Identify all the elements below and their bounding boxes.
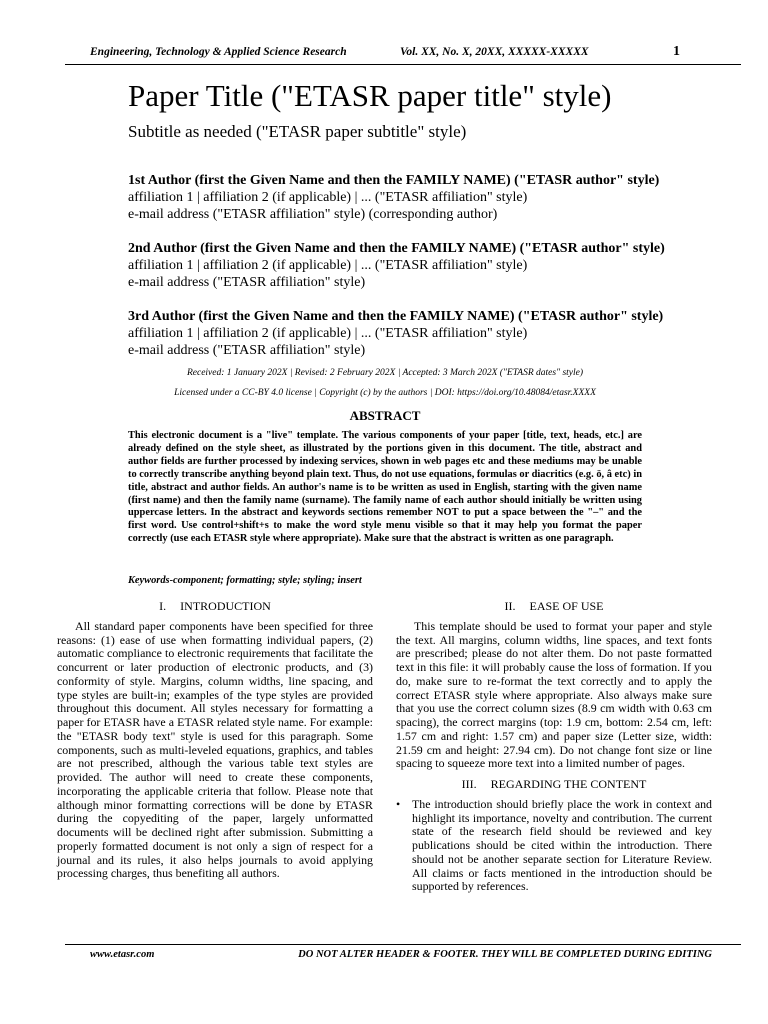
content-bullet-list	[396, 798, 712, 894]
author-name: 1st Author (first the Given Name and then the FAMILY NAME) ("ETASR author" style)	[128, 173, 660, 188]
list-item	[396, 798, 712, 894]
footer-note: DO NOT ALTER HEADER & FOOTER. THEY WILL BE COMPLETED DURING EDITING	[298, 949, 712, 960]
author-block	[128, 240, 665, 291]
list-item-text: The introduction should briefly place the work in context and highlight its importance, novelty and contribution. The current state of the research field should be reviewed and key publications should be cited within the introduction. There should not be another separate section for Literature Review. All claims or facts mentioned in the introduction should be supported by references.	[412, 796, 712, 894]
author-block	[128, 308, 663, 359]
left-column	[57, 600, 373, 881]
header-rule	[65, 64, 741, 65]
author-email: e-mail address ("ETASR affiliation" style)	[128, 343, 366, 358]
keywords-line: Keywords-component; formatting; style; styling; insert	[128, 575, 362, 586]
section-title: EASE OF USE	[529, 599, 604, 613]
license-line: Licensed under a CC-BY 4.0 license | Copyright (c) by the authors | DOI: https://doi.org/10.48084/etasr.XXXX	[174, 388, 596, 398]
page-number: 1	[673, 44, 680, 59]
section-heading-introduction	[57, 600, 373, 614]
section-number: II.	[504, 599, 516, 613]
page-footer	[90, 949, 712, 965]
journal-name: Engineering, Technology & Applied Science Research	[90, 46, 347, 58]
author-email: e-mail address ("ETASR affiliation" style)	[128, 275, 366, 290]
footer-rule	[65, 944, 741, 945]
section-number: I.	[159, 599, 167, 613]
right-column	[396, 600, 712, 894]
volume-info: Vol. XX, No. X, 20XX, XXXXX-XXXXX	[400, 46, 589, 58]
abstract-heading: ABSTRACT	[349, 408, 421, 423]
bullet-icon: •	[396, 796, 401, 811]
author-name: 2nd Author (first the Given Name and then the FAMILY NAME) ("ETASR author" style)	[128, 241, 665, 256]
section-title: REGARDING THE CONTENT	[490, 777, 647, 791]
paper-subtitle: Subtitle as needed ("ETASR paper subtitle" style)	[128, 122, 467, 141]
author-affiliation: affiliation 1 | affiliation 2 (if applicable) | ... ("ETASR affiliation" style)	[128, 190, 528, 205]
introduction-paragraph: All standard paper components have been specified for three reasons: (1) ease of use when formatting individual papers, (2) automatic compliance to electronic requirements that facilitate the concurrent or later production of electronic products, and (3) conformity of style. Margins, column widths, line spacing, and type styles are built-in; examples of the type styles are provided throughout this document. All styles necessary for formatting a paper for ETASR have a ETASR related style name. For example: the "ETASR body text" style is used for this paragraph. Some components, such as multi-leveled equations, graphics, and tables are not prescribed, although the various table text styles are provided. The author will need to create these components, incorporating the applicable criteria that follow. Please note that although minor formatting corrections will be done by ETASR during the copyediting of the paper, largely unformatted documents will be declined right after submission. Submitting a properly formatted document is not only a sign of respect for a journal and its rules, it also helps journals to avoid applying processing charges, thus benefiting all authors.	[57, 618, 373, 881]
author-affiliation: affiliation 1 | affiliation 2 (if applicable) | ... ("ETASR affiliation" style)	[128, 258, 528, 273]
author-name: 3rd Author (first the Given Name and then the FAMILY NAME) ("ETASR author" style)	[128, 309, 664, 324]
footer-website: www.etasr.com	[90, 949, 155, 960]
running-header	[90, 44, 680, 66]
section-heading-ease-of-use	[396, 600, 712, 614]
author-block	[128, 172, 659, 223]
section-heading-content	[396, 778, 712, 792]
section-number: III.	[461, 777, 477, 791]
section-title: INTRODUCTION	[180, 599, 271, 613]
abstract-text: This electronic document is a "live" template. The various components of your paper [title, text, heads, etc.] are already defined on the style sheet, as illustrated by the portions given in this document. The title, abstract and author fields are further processed by indexing services, shown in web pages etc and these mediums may be unable to correctly transcribe anything beyond plain text. Thus, do not use equations, formulas or diacritics (e.g. ö, â etc) in title, abstract and author fields. An author's name is to be written as used in English, starting with the given name (first name) and then the family name (surname). The family name of each author should initially be written using uppercase letters. In the abstract and keywords sections remember NOT to put a space between the "–" and the first word. Use control+shift+s to make the word style menu visible so that it may help you format the paper correctly (use each ETASR style where appropriate). Make sure that the abstract is written as one paragraph.	[128, 430, 642, 545]
ease-of-use-paragraph: This template should be used to format your paper and style the text. All margins, column widths, line spaces, and text fonts are prescribed; please do not alter them. Do not paste formatted text in this file: it will probably cause the loss of formation. If you do, make sure to re-format the text correctly and to apply the correct ETASR style where appropriate. Also always make sure that you use the correct column sizes (8.9 cm width with 0.63 cm spacing), the correct margins (top: 1.9 cm, bottom: 2.54 cm, left: 1.57 cm and right: 1.57 cm) and paper size (Letter size, width: 21.59 cm and height: 27.94 cm). Do not change font size or line spacing to squeeze more text into a limited number of pages.	[396, 618, 712, 771]
author-affiliation: affiliation 1 | affiliation 2 (if applicable) | ... ("ETASR affiliation" style)	[128, 326, 528, 341]
paper-title: Paper Title ("ETASR paper title" style)	[128, 78, 612, 113]
dates-line: Received: 1 January 202X | Revised: 2 February 202X | Accepted: 3 March 202X ("ETASR dates" style)	[186, 368, 584, 378]
author-email: e-mail address ("ETASR affiliation" style) (corresponding author)	[128, 207, 498, 222]
